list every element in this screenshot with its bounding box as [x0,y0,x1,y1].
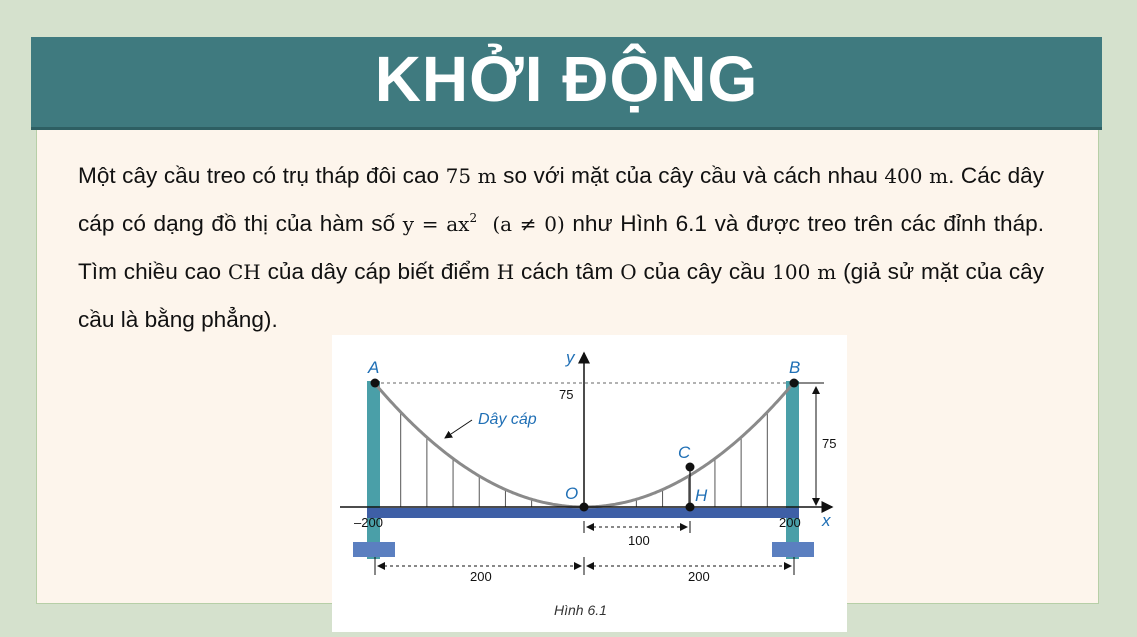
bridge-figure [332,335,847,632]
label-dist-left: 200 [470,569,492,584]
math-function [403,212,477,236]
label-x-axis: x [822,511,831,530]
label-75-side: 75 [822,436,837,451]
math-75m: 75 m [445,164,497,188]
label-75-axis: 75 [559,387,574,402]
title-banner [31,37,1102,130]
math-O: O [620,260,637,284]
math-H: H [496,260,515,284]
math-CH: CH [227,260,261,284]
problem-text-4: như Hình 6.1 và được treo trên các đỉnh tháp. Tìm chiều cao [78,211,1045,284]
problem-text-1: Một cây cầu treo có trụ tháp đôi cao [78,163,446,188]
label-A: A [368,358,380,377]
left-tower-base [353,542,395,557]
right-tower [786,381,799,559]
label-y-axis: y [566,348,575,367]
slide-title: KHỞI ĐỘNG [374,43,759,115]
problem-text-7: của cây cầu [636,259,773,284]
label-dist-right: 200 [688,569,710,584]
math-400m: 400 m [884,164,949,188]
point-A [371,379,380,388]
problem-text-6: cách tâm [514,259,621,284]
point-C [686,463,695,472]
point-O [580,503,589,512]
left-tower [367,381,380,559]
problem-text-8: (giả sử mặt của cây cầu là bằng phẳng). [78,259,1044,332]
math-function-base: y = ax [402,212,470,236]
point-B [790,379,799,388]
figure-caption: Hình 6.1 [554,602,607,618]
tick-label-200: 200 [779,515,801,530]
right-tower-base [772,542,814,557]
tick-label-minus200: –200 [354,515,383,530]
math-100m: 100 m [772,260,837,284]
label-B: B [789,358,801,377]
bridge-diagram [332,335,847,632]
label-cable: Dây cáp [478,411,537,428]
problem-text-2: so với mặt của cây cầu và cách nhau [496,163,885,188]
problem-statement [78,152,1044,343]
label-O: O [565,484,579,503]
point-H [686,503,695,512]
problem-text-3: . Các dây cáp có dạng đồ thị của hàm số [78,163,1044,236]
label-dist-OH: 100 [628,533,650,548]
problem-text-5: của dây cáp biết điểm [260,259,497,284]
cable-pointer-arrow [445,420,472,438]
label-H: H [695,486,708,505]
math-condition: (a ≠ 0) [492,212,565,236]
label-C: C [678,443,691,462]
math-function-exponent: 2 [469,211,478,225]
